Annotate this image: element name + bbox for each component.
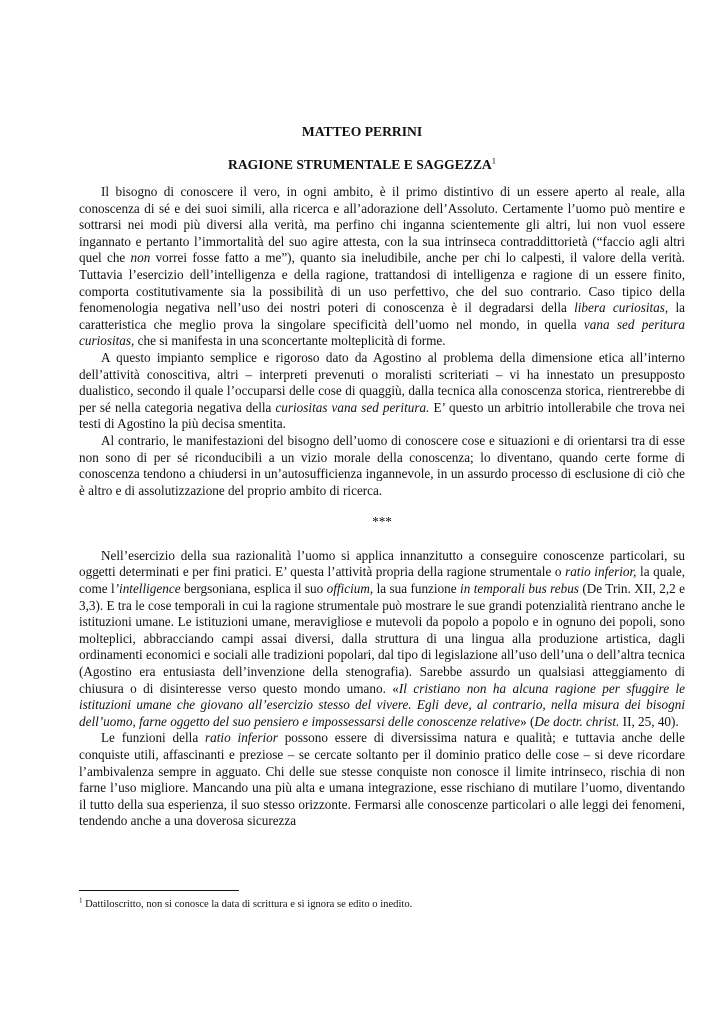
text-run: la sua funzione — [373, 581, 461, 597]
text-run: la quale, come l — [79, 564, 685, 597]
italic-run: ratio inferior — [205, 730, 278, 746]
footnote-mark: 1 — [79, 896, 83, 905]
text-run: Nell’esercizio della sua razionalità l’uomo si applica innanzitutto a conseguire conoscenze particolari, su oggetti determinati e per fini pratici. E’ questa l’attività propria della ragione strumentale o — [79, 547, 685, 580]
paragraph-5 — [79, 730, 685, 830]
text-run: (De Trin. XII, 2,2 e 3,3). E tra le cose temporali in cui la ragione strumentale può mostrare le sue grandi potenzialità rientrano anche le istituzioni umane. Le istituzioni umane, meravigliose e mutevoli da popolo a popolo e in ognuno dei popoli, sono molteplici, abbracciando campi assai diversi, dalla struttura di una lingua alla produzione artistica, dagli ordinamenti economici e sociali alle tradizioni popolari, dal tipo di legislazione all’uso dell’una o dell’altra tecnica (Agostino era entusiasta dell’invenzione della stenografia). Sarebbe assurdo un qualsiasi atteggiamento di chiusura o di disinteresse verso questo mondo umano. « — [79, 581, 685, 696]
text-run: bergsoniana, esplica il suo — [180, 581, 327, 597]
italic-run: ’intelligence — [114, 581, 181, 597]
italic-run: libera curiositas, — [574, 300, 669, 316]
text-run: II, 25, 40). — [619, 713, 679, 729]
text-run: Il bisogno di conoscere il vero, in ogni ambito, è il primo distintivo di un essere aperto al reale, alla conoscenza di sé e dei suoi simili, alla ricerca e all’adorazione dell’Assoluto. Certamente l’uomo può mentire e sottrarsi nei modi più diversi alla verità, ma perfino chi inganna scientemente gli altri, lui non vuol essere ingannato e pertanto l’immortalità del suo agire attesta, con la sua intrinseca contraddittorietà (“faccio agli altri quel che — [79, 184, 685, 266]
footnote-text: Dattiloscritto, non si conosce la data di scrittura e si ignora se edito o inedito. — [82, 899, 413, 910]
paragraph-4 — [79, 548, 685, 731]
text-run: vorrei fosse fatto a me”), quanto sia ineludibile, anche per chi lo calpesti, il valore della verità. Tuttavia l’esercizio dell’intelligenza e della ragione, trattandosi di intelligenza e ragione di un essere finito, comporta costitutivamente sia la possibilità di un uso perfettivo, che del suo contrario. Caso tipico della fenomenologia negativa nell’uso dei nostri poteri di conoscenza è il degradarsi della — [79, 250, 685, 316]
italic-run: Il cristiano non ha alcuna ragione per sfuggire le istituzioni umane che giovano all’esercizio stesso del vivere. Egli deve, al contrario, nella misura dei bisogni dell’uomo, farne oggetto del suo pensiero e impossessarsi delle conoscenze relative — [79, 680, 685, 729]
italic-run: non — [130, 250, 151, 266]
text-run: Al contrario, le manifestazioni del bisogno dell’uomo di conoscere cose e situazioni e di orientarsi tra di esse non sono di per sé riconducibili a un vizio morale della conoscenza; lo diventano, quando certe forme di conoscenza tendono a chiudersi in un’autosufficienza ingannevole, in un assurdo processo di esclusione di ciò che è altro e di assolutizzazione del proprio ambito di ricerca. — [79, 432, 685, 498]
paragraph-3 — [79, 433, 685, 499]
italic-run: curiositas vana sed peritura. — [275, 399, 430, 415]
text-run: Le funzioni della — [101, 730, 206, 746]
text-run: che si manifesta in una sconcertante molteplicità di forme. — [134, 333, 446, 349]
author-name: MATTEO PERRINI — [301, 124, 423, 139]
text-run: » ( — [520, 713, 535, 729]
italic-run: officium, — [326, 581, 374, 597]
essay-title — [0, 157, 724, 174]
footnote — [79, 898, 685, 911]
italic-run: ratio inferior, — [565, 564, 637, 580]
italic-run: in temporali bus rebus — [460, 581, 579, 597]
footnote-reference: 1 — [491, 155, 496, 166]
text-run: la caratteristica che meglio prova la singolare specificità dell’uomo nel mondo, in quella — [79, 300, 685, 332]
paragraph-2 — [79, 350, 685, 433]
paragraph-1 — [79, 184, 685, 350]
essay-title-text: RAGIONE STRUMENTALE E SAGGEZZA — [228, 157, 492, 172]
essay-body — [79, 184, 685, 830]
section-separator: *** — [372, 514, 392, 530]
italic-run: vana sed peritura curiositas, — [79, 316, 685, 349]
text-run: possono essere di diversissima natura e qualità; e tuttavia anche delle conquiste utili, affascinanti e preziose – se cercate soltanto per il dominio pratico delle cose – si deve ricordare l’ambivalenza sempre in agguato. Chi delle sue stesse conquiste non conosce il limite intrinseco, rischia di non farne l’uso migliore. Mancando una più alta e umana integrazione, esse rischiano di mutilare l’uomo, diventando il tutto della sua esperienza, il suo stesso orizzonte. Fermarsi alle conoscenze particolari o alle leggi dei fenomeni, tendendo anche a una doverosa sicurezza — [79, 730, 685, 829]
footnote-divider — [79, 890, 239, 891]
italic-run: De doctr. christ. — [534, 713, 620, 729]
text-run: E’ questo un arbitrio intollerabile che trova nei testi di Agostino la più decisa smentita. — [79, 399, 686, 432]
text-run: A questo impianto semplice e rigoroso dato da Agostino al problema della dimensione etica all’interno dell’attività conoscitiva, altri – interpreti prevenuti o moralisti scriteriati – vi ha innestato un presupposto dualistico, secondo il quale l’occuparsi delle cose di quaggiù, dalla tecnica alla conoscenza storica, rientrerebbe di per sé nella categoria negativa della — [79, 349, 685, 415]
